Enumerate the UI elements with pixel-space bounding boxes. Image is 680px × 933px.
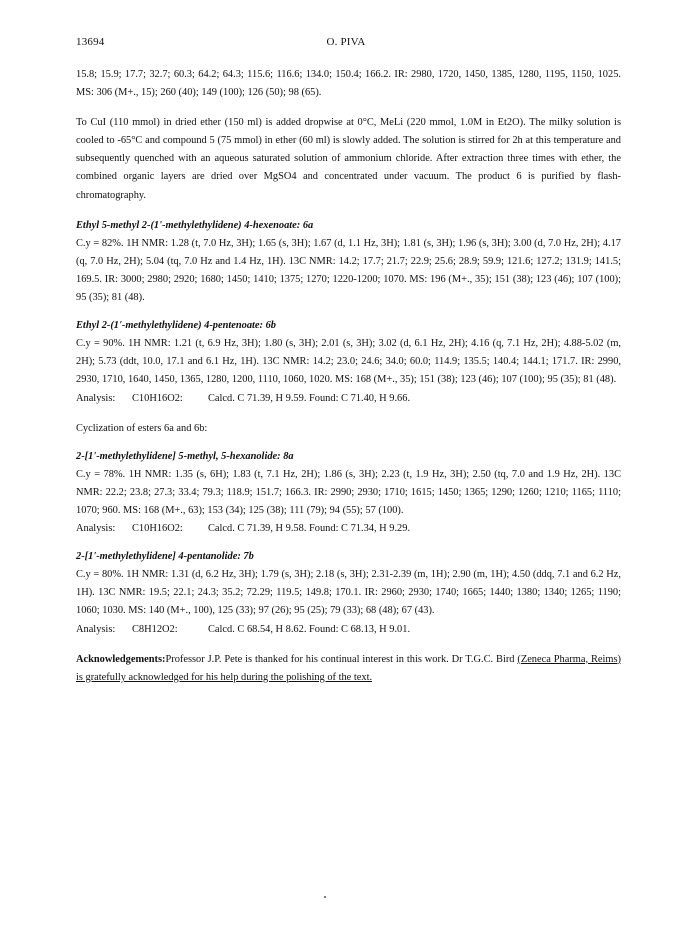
analysis-label: Analysis:: [76, 392, 116, 404]
acknowledgements-heading: Acknowledgements:: [76, 653, 166, 665]
compound-6b-section: [76, 317, 621, 407]
acknowledgements-affiliation: (Zeneca Pharma, Reims): [517, 653, 621, 665]
compound-8a-analysis: [76, 520, 621, 538]
scan-speck: [324, 896, 326, 898]
compound-7b-analysis: [76, 621, 621, 639]
page-number: 13694: [76, 36, 105, 48]
compound-7b-title: 2-[1'-methylethylidene] 4-pentanolide: 7b: [76, 551, 254, 563]
acknowledgements-paragraph: [76, 651, 621, 687]
compound-6b-data: C.y = 90%. 1H NMR: 1.21 (t, 6.9 Hz, 3H); 1.80 (s, 3H); 2.01 (s, 3H); 3.02 (d, 6.1 Hz, 2H); 4.16 (q, 7.1 Hz, 2H); 4.88-5.02 (m, 2H); 5.73 (ddt, 10.0, 17.1 and 6.1 Hz, 1H). 13C NMR: 14.2; 23.0; 24.6; 34.0; 60.0; 114.9; 135.5; 140.4; 144.1; 171.7. IR: 2990, 2930, 1710, 1640, 1450, 1365, 1280, 1200, 1110, 1060, 1020. MS: 168 (M+., 35); 151 (38); 123 (46); 107 (100); 95 (35); 81 (48).: [76, 338, 621, 386]
analysis-label: Analysis:: [76, 523, 116, 535]
compound-8a-title: 2-[1'-methylethylidene] 5-methyl, 5-hexanolide: 8a: [76, 450, 294, 462]
running-author: O. PIVA: [326, 36, 366, 48]
intro-spectral-data: 15.8; 15.9; 17.7; 32.7; 60.3; 64.2; 64.3; 115.6; 116.6; 134.0; 150.4; 166.2. IR: 2980, 1720, 1450, 1385, 1280, 1195, 1150, 1025. MS: 306 (M+., 15); 260 (40); 149 (100); 126 (50); 98 (65).: [76, 69, 621, 99]
compound-6a-section: [76, 217, 621, 307]
compound-6b-title: Ethyl 2-(1'-methylethylidene) 4-pentenoate: 6b: [76, 320, 276, 332]
analysis-values: Calcd. C 71.39, H 9.58. Found: C 71.34, H 9.29.: [208, 523, 411, 535]
page-header: [76, 36, 616, 52]
compound-6a-title: Ethyl 5-methyl 2-(1'-methylethylidene) 4-hexenoate: 6a: [76, 219, 314, 231]
compound-6a-data: C.y = 82%. 1H NMR: 1.28 (t, 7.0 Hz, 3H); 1.65 (s, 3H); 1.67 (d, 1.1 Hz, 3H); 1.81 (s, 3H); 1.96 (s, 3H); 3.00 (d, 7.0 Hz, 2H); 4.17 (q, 7.0 Hz, 2H); 5.04 (tq, 7.0 Hz and 1.4 Hz, 1H). 13C NMR: 14.2; 17.7; 21.7; 22.9; 25.6; 28.9; 59.9; 121.6; 127.2; 131.9; 141.5; 169.5. IR: 3000; 2980; 2920; 1680; 1450; 1410; 1375; 1270; 1220-1200; 1070. MS: 196 (M+., 35); 151 (38); 123 (46); 107 (100); 95 (35); 81 (48).: [76, 237, 621, 304]
cyclization-heading: Cyclization of esters 6a and 6b:: [76, 422, 208, 434]
compound-6b-analysis: [76, 390, 621, 408]
analysis-formula: C8H12O2:: [132, 623, 178, 635]
compound-8a-data: C.y = 78%. 1H NMR: 1.35 (s, 6H); 1.83 (t, 7.1 Hz, 2H); 1.86 (s, 3H); 2.23 (t, 1.9 Hz, 3H); 2.50 (tq, 7.0 and 1.9 Hz, 2H). 13C NMR: 22.2; 23.8; 27.3; 33.4; 79.3; 118.9; 151.7; 166.3. IR: 2990; 2930; 1710; 1615; 1450; 1365; 1290; 1260; 1210; 1165; 1110; 1070; 960. MS: 168 (M+., 63); 153 (34); 125 (38); 111 (79); 94 (55); 57 (100).: [76, 468, 621, 516]
compound-7b-data: C.y = 80%. 1H NMR: 1.31 (d, 6.2 Hz, 3H); 1.79 (s, 3H); 2.18 (s, 3H); 2.31-2.39 (m, 1H); 2.90 (m, 1H); 4.50 (ddq, 7.1 and 6.2 Hz, 1H). 13C NMR: 19.5; 22.1; 24.3; 35.2; 72.29; 119.5; 149.8; 170.1. IR: 2960; 2930; 1740; 1665; 1440; 1380; 1340; 1265; 1190; 1060; 1030. MS: 140 (M+., 100), 125 (33); 97 (26); 95 (25); 79 (33); 68 (48); 67 (43).: [76, 569, 621, 617]
procedure-paragraph: To CuI (110 mmol) in dried ether (150 ml) is added dropwise at 0°C, MeLi (220 mmol, 1.0M in Et2O). The milky solution is cooled to -65°C and compound 5 (75 mmol) in ether (60 ml) is slowly added. The solution is stirred for 2h at this temperature and subsequently quenched with an aqueous saturated solution of ammonium chloride. After extraction three times with ether, the combined organic layers are dried over MgSO4 and concentrated under vacuum. The product 6 is purified by flash-chromatography.: [76, 117, 621, 201]
acknowledgements-text-after: is gratefully acknowledged for his help during the polishing of the text.: [76, 671, 373, 683]
analysis-values: Calcd. C 71.39, H 9.59. Found: C 71.40, H 9.66.: [208, 392, 411, 404]
compound-7b-section: [76, 548, 621, 638]
analysis-values: Calcd. C 68.54, H 8.62. Found: C 68.13, H 9.01.: [208, 623, 411, 635]
acknowledgements-text-before: Professor J.P. Pete is thanked for his continual interest in this work. Dr T.G.C. Bird: [165, 653, 518, 665]
analysis-formula: C10H16O2:: [132, 523, 183, 535]
article-body: [76, 66, 621, 687]
compound-8a-section: [76, 448, 621, 538]
analysis-label: Analysis:: [76, 623, 116, 635]
analysis-formula: C10H16O2:: [132, 392, 183, 404]
